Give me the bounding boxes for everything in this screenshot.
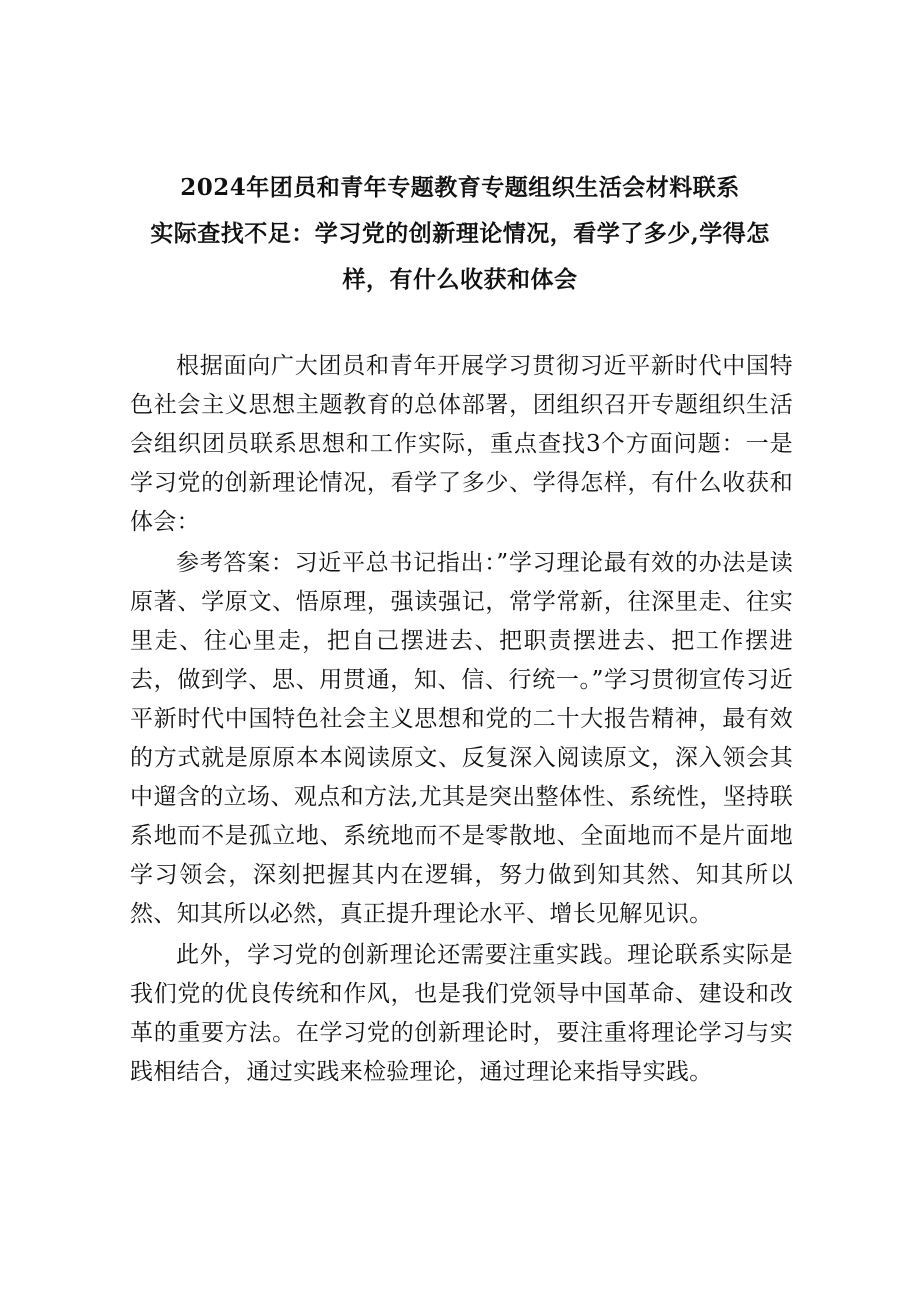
title-line-3: 样，有什么收获和体会 <box>342 266 578 293</box>
paragraph-intro: 根据面向广大团员和青年开展学习贯彻习近平新时代中国特色社会主义思想主题教育的总体部署，团组织召开专题组织生活会组织团员联系思想和工作实际，重点查找3个方面问题：一是学习党的创新理论情况，看学了多少、学得怎样，有什么收获和体会： <box>130 353 793 535</box>
paragraph-practice: 此外，学习党的创新理论还需要注重实践。理论联系实际是我们党的优良传统和作风，也是我们党领导中国革命、建设和改革的重要方法。在学习党的创新理论时，要注重将理论学习与实践相结合，通过实践来检验理论，通过理论来指导实践。 <box>130 942 793 1085</box>
paragraph-reference-answer: 参考答案：习近平总书记指出：”学习理论最有效的办法是读原著、学原文、悟原理，强读强记，常学常新，往深里走、往实里走、往心里走，把自己摆进去、把职责摆进去、把工作摆进去，做到学、思、用贯通，知、信、行统一。”学习贯彻宣传习近平新时代中国特色社会主义思想和党的二十大报告精神，最有效的方式就是原原本本阅读原文、反复深入阅读原文，深入领会其中遛含的立场、观点和方法,尤其是突出整体性、系统性，坚持联系地而不是孤立地、系统地而不是零散地、全面地而不是片面地学习领会，深刻把握其内在逻辑，努力做到知其然、知其所以然、知其所以必然，真正提升理论水平、增长见解见识。 <box>130 550 793 927</box>
document-title <box>120 165 800 303</box>
title-line-1: 2024年团员和青年专题教育专题组织生活会材料联系 <box>180 174 740 201</box>
title-line-2: 实际查找不足：学习党的创新理论情况，看学了多少,学得怎 <box>150 220 770 247</box>
document-body <box>130 347 793 1094</box>
